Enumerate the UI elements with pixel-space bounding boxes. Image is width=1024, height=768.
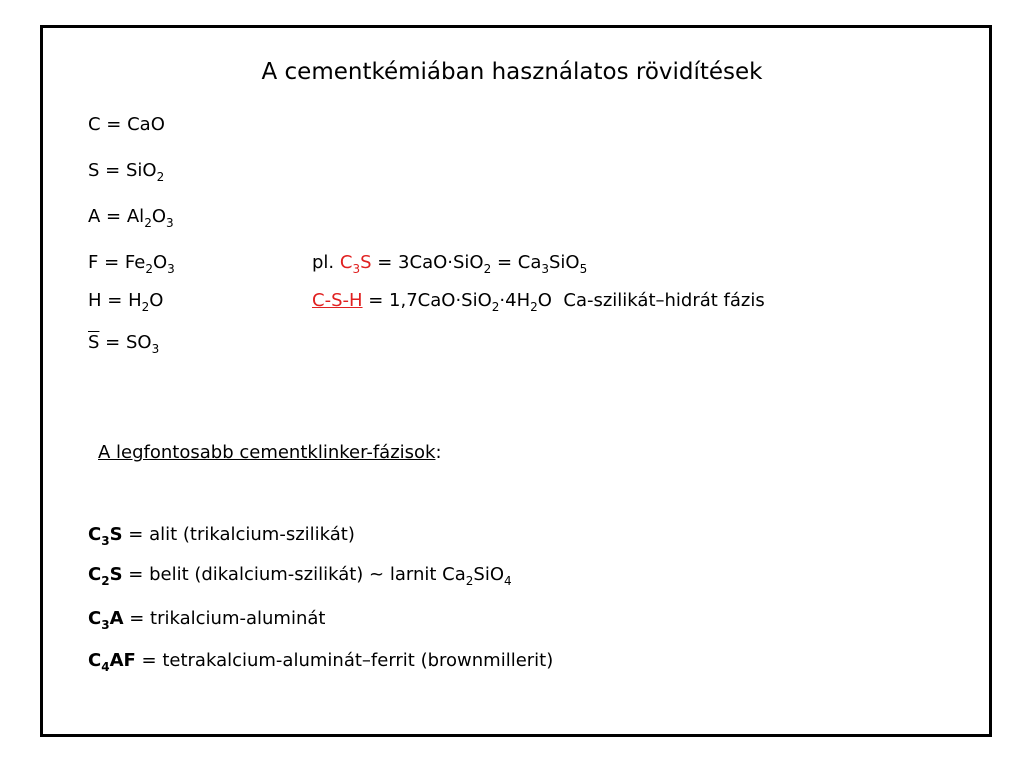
phase-c3a: $C_3A$ = trikalcium-aluminát xyxy=(88,608,326,632)
phase-c3s: $C_3S$ = alit (trikalcium-szilikát) xyxy=(88,524,355,548)
phases-heading: A legfontosabb cementklinker-fázisok: xyxy=(98,442,442,463)
phase-c4af: $C_4AF$ = tetrakalcium-aluminát–ferrit (brownmillerit) xyxy=(88,650,554,674)
abbr-a: $A = Al_2O_3$ xyxy=(88,206,174,230)
abbr-c: C = CaO xyxy=(88,114,165,135)
example-csh: $C-S-H = 1,7CaO\cdot SiO_2\cdot 4H_2O$ Ca-szilikát–hidrát fázis xyxy=(312,290,765,314)
abbr-s: S = SiO$_2$ xyxy=(88,160,165,184)
abbr-f: $F = Fe_2O_3$ xyxy=(88,252,175,276)
phase-c2s: $C_2S$ = belit (dikalcium-szilikát) ~ larnit $Ca_2SiO_4$ xyxy=(88,564,512,588)
abbr-h: $H = H_2O$ xyxy=(88,290,164,314)
example-c3s: pl. $C_3S = 3CaO\cdot SiO_2 = Ca_3SiO_5$ xyxy=(312,252,588,276)
abbr-s-bar: $\overline{S} = SO_3$ xyxy=(88,332,160,356)
slide-title: A cementkémiában használatos rövidítések xyxy=(261,59,763,85)
